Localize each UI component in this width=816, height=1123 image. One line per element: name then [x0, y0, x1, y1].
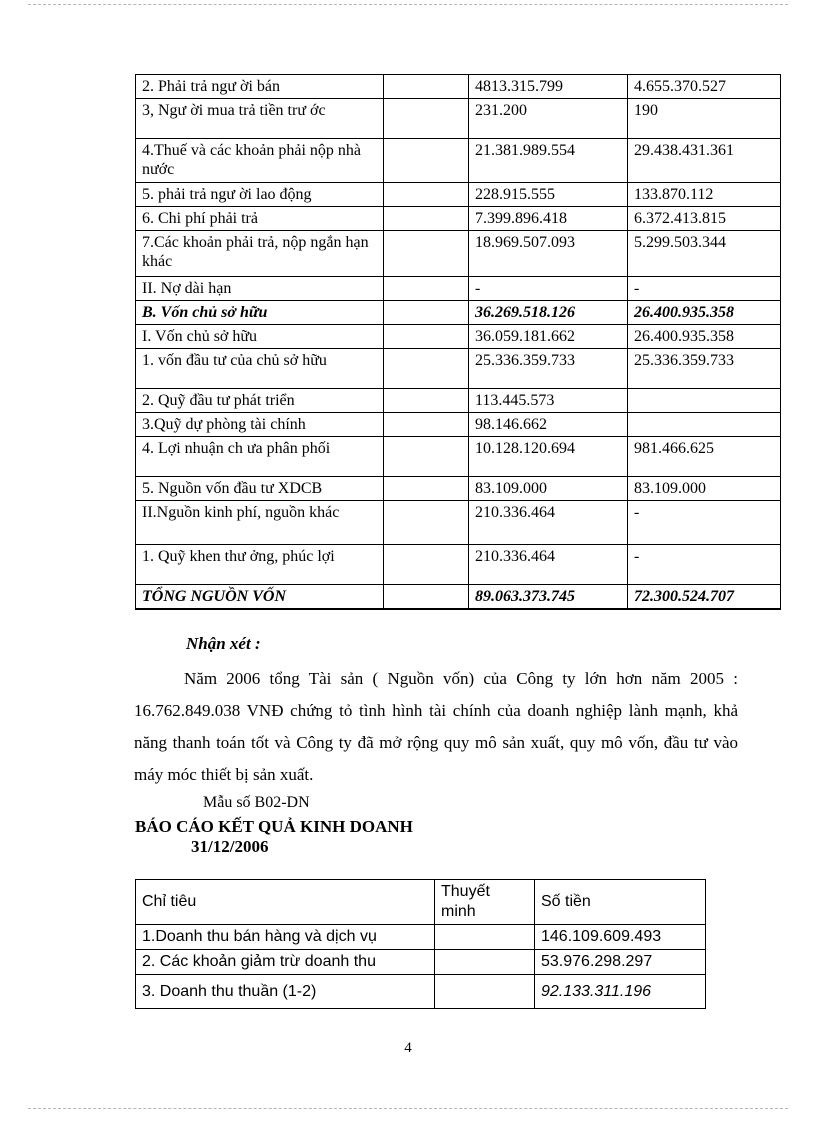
row-value-2005: 981.466.625 [628, 437, 781, 477]
row-label: 3, Ngư ời mua trả tiền trư ớc [136, 99, 384, 139]
row-value-2006: 228.915.555 [469, 183, 628, 207]
table-row [136, 183, 781, 207]
table-row [136, 139, 781, 183]
row-value-2005: 83.109.000 [628, 477, 781, 501]
row-label: 2. Quỹ đầu tư phát triển [136, 389, 384, 413]
row-note [384, 437, 469, 477]
row-value-2005: - [628, 277, 781, 301]
table-row [136, 477, 781, 501]
table-row [136, 325, 781, 349]
table-row [136, 277, 781, 301]
page-border-top [28, 4, 788, 5]
row-value-2005: 26.400.935.358 [628, 325, 781, 349]
row-note [384, 139, 469, 183]
row-label: 7.Các khoản phải trả, nộp ngắn hạn khác [136, 231, 384, 277]
row-note [384, 207, 469, 231]
header-amount: Số tiền [535, 880, 706, 925]
row-note [384, 413, 469, 437]
row-note [384, 277, 469, 301]
header-indicator: Chỉ tiêu [136, 880, 435, 925]
table-row [136, 950, 706, 975]
row-indicator: 1.Doanh thu bán hàng và dịch vụ [136, 925, 435, 950]
row-note [384, 389, 469, 413]
row-label: II.Nguồn kinh phí, nguồn khác [136, 501, 384, 545]
row-note [384, 585, 469, 610]
table-row [136, 389, 781, 413]
row-value-2005: 72.300.524.707 [628, 585, 781, 610]
table-row [136, 975, 706, 1009]
row-value-2006: 7.399.896.418 [469, 207, 628, 231]
row-value-2005: 25.336.359.733 [628, 349, 781, 389]
row-label: 1. vốn đầu tư của chủ sở hữu [136, 349, 384, 389]
row-value-2006: - [469, 277, 628, 301]
row-label: 3.Quỹ dự phòng tài chính [136, 413, 384, 437]
header-note: Thuyết minh [435, 880, 535, 925]
table-row [136, 207, 781, 231]
report-date: 31/12/2006 [191, 837, 269, 856]
table-row [136, 545, 781, 585]
row-value-2005: 4.655.370.527 [628, 75, 781, 99]
table-row [136, 925, 706, 950]
table-row [136, 413, 781, 437]
remark-title: Nhận xét : [186, 634, 261, 653]
table-row [136, 231, 781, 277]
row-note [384, 349, 469, 389]
row-value-2005: 190 [628, 99, 781, 139]
row-value-2006: 98.146.662 [469, 413, 628, 437]
row-label: 4.Thuế và các khoản phải nộp nhà nước [136, 139, 384, 183]
row-indicator: 3. Doanh thu thuần (1-2) [136, 975, 435, 1009]
table-row [136, 349, 781, 389]
table-row [136, 437, 781, 477]
page-number: 4 [404, 1040, 412, 1056]
row-amount: 53.976.298.297 [535, 950, 706, 975]
row-note [435, 925, 535, 950]
table-header-row [136, 880, 706, 925]
row-value-2005: 133.870.112 [628, 183, 781, 207]
row-label: 5. Nguồn vốn đầu tư XDCB [136, 477, 384, 501]
balance-sheet-table [135, 74, 781, 610]
table-row-total [136, 585, 781, 610]
row-value-2006: 231.200 [469, 99, 628, 139]
row-label: 1. Quỹ khen thư ởng, phúc lợi [136, 545, 384, 585]
row-value-2006: 25.336.359.733 [469, 349, 628, 389]
row-label: 6. Chi phí phải trả [136, 207, 384, 231]
row-value-2005 [628, 413, 781, 437]
table-row [136, 501, 781, 545]
row-note [384, 545, 469, 585]
row-note [384, 301, 469, 325]
report-title: BÁO CÁO KẾT QUẢ KINH DOANH [135, 817, 413, 836]
page-border-bottom [28, 1108, 788, 1109]
row-value-2005 [628, 389, 781, 413]
table-row [136, 75, 781, 99]
row-value-2005: 6.372.413.815 [628, 207, 781, 231]
row-note [384, 325, 469, 349]
row-value-2006: 113.445.573 [469, 389, 628, 413]
row-value-2006: 10.128.120.694 [469, 437, 628, 477]
row-value-2005: 29.438.431.361 [628, 139, 781, 183]
row-note [435, 975, 535, 1009]
row-value-2006: 83.109.000 [469, 477, 628, 501]
row-label: 5. phải trả ngư ời lao động [136, 183, 384, 207]
row-note [384, 183, 469, 207]
row-note [384, 231, 469, 277]
row-label: B. Vốn chủ sở hữu [136, 301, 384, 325]
row-note [384, 75, 469, 99]
row-value-2006: 36.059.181.662 [469, 325, 628, 349]
row-value-2006: 18.969.507.093 [469, 231, 628, 277]
row-note [384, 501, 469, 545]
row-label: II. Nợ dài hạn [136, 277, 384, 301]
row-value-2006: 36.269.518.126 [469, 301, 628, 325]
row-value-2006: 21.381.989.554 [469, 139, 628, 183]
row-label: 2. Phải trả ngư ời bán [136, 75, 384, 99]
row-value-2005: - [628, 501, 781, 545]
row-amount: 146.109.609.493 [535, 925, 706, 950]
remark-text: Năm 2006 tổng Tài sản ( Nguồn vốn) của Công ty lớn hơn năm 2005 : 16.762.849.038 VNĐ chứng tỏ tình hình tài chính của doanh nghiệp lành mạnh, khả năng thanh toán tốt và Công ty đã mở rộng quy mô sản xuất, quy mô vốn, đầu tư vào máy móc thiết bị sản xuất. [134, 669, 738, 784]
row-label: TỔNG NGUỒN VỐN [136, 585, 384, 610]
row-label: 4. Lợi nhuận ch ưa phân phối [136, 437, 384, 477]
table-row [136, 301, 781, 325]
table-row [136, 99, 781, 139]
row-amount: 92.133.311.196 [535, 975, 706, 1009]
form-code: Mẫu số B02-DN [203, 794, 310, 811]
row-value-2005: 5.299.503.344 [628, 231, 781, 277]
row-indicator: 2. Các khoản giảm trừ doanh thu [136, 950, 435, 975]
row-value-2006: 210.336.464 [469, 501, 628, 545]
row-value-2006: 4813.315.799 [469, 75, 628, 99]
row-value-2006: 89.063.373.745 [469, 585, 628, 610]
remark-paragraph [134, 663, 738, 791]
row-label: I. Vốn chủ sở hữu [136, 325, 384, 349]
income-statement-table [135, 879, 706, 1009]
row-note [384, 99, 469, 139]
row-note [435, 950, 535, 975]
row-value-2005: - [628, 545, 781, 585]
row-note [384, 477, 469, 501]
row-value-2005: 26.400.935.358 [628, 301, 781, 325]
row-value-2006: 210.336.464 [469, 545, 628, 585]
